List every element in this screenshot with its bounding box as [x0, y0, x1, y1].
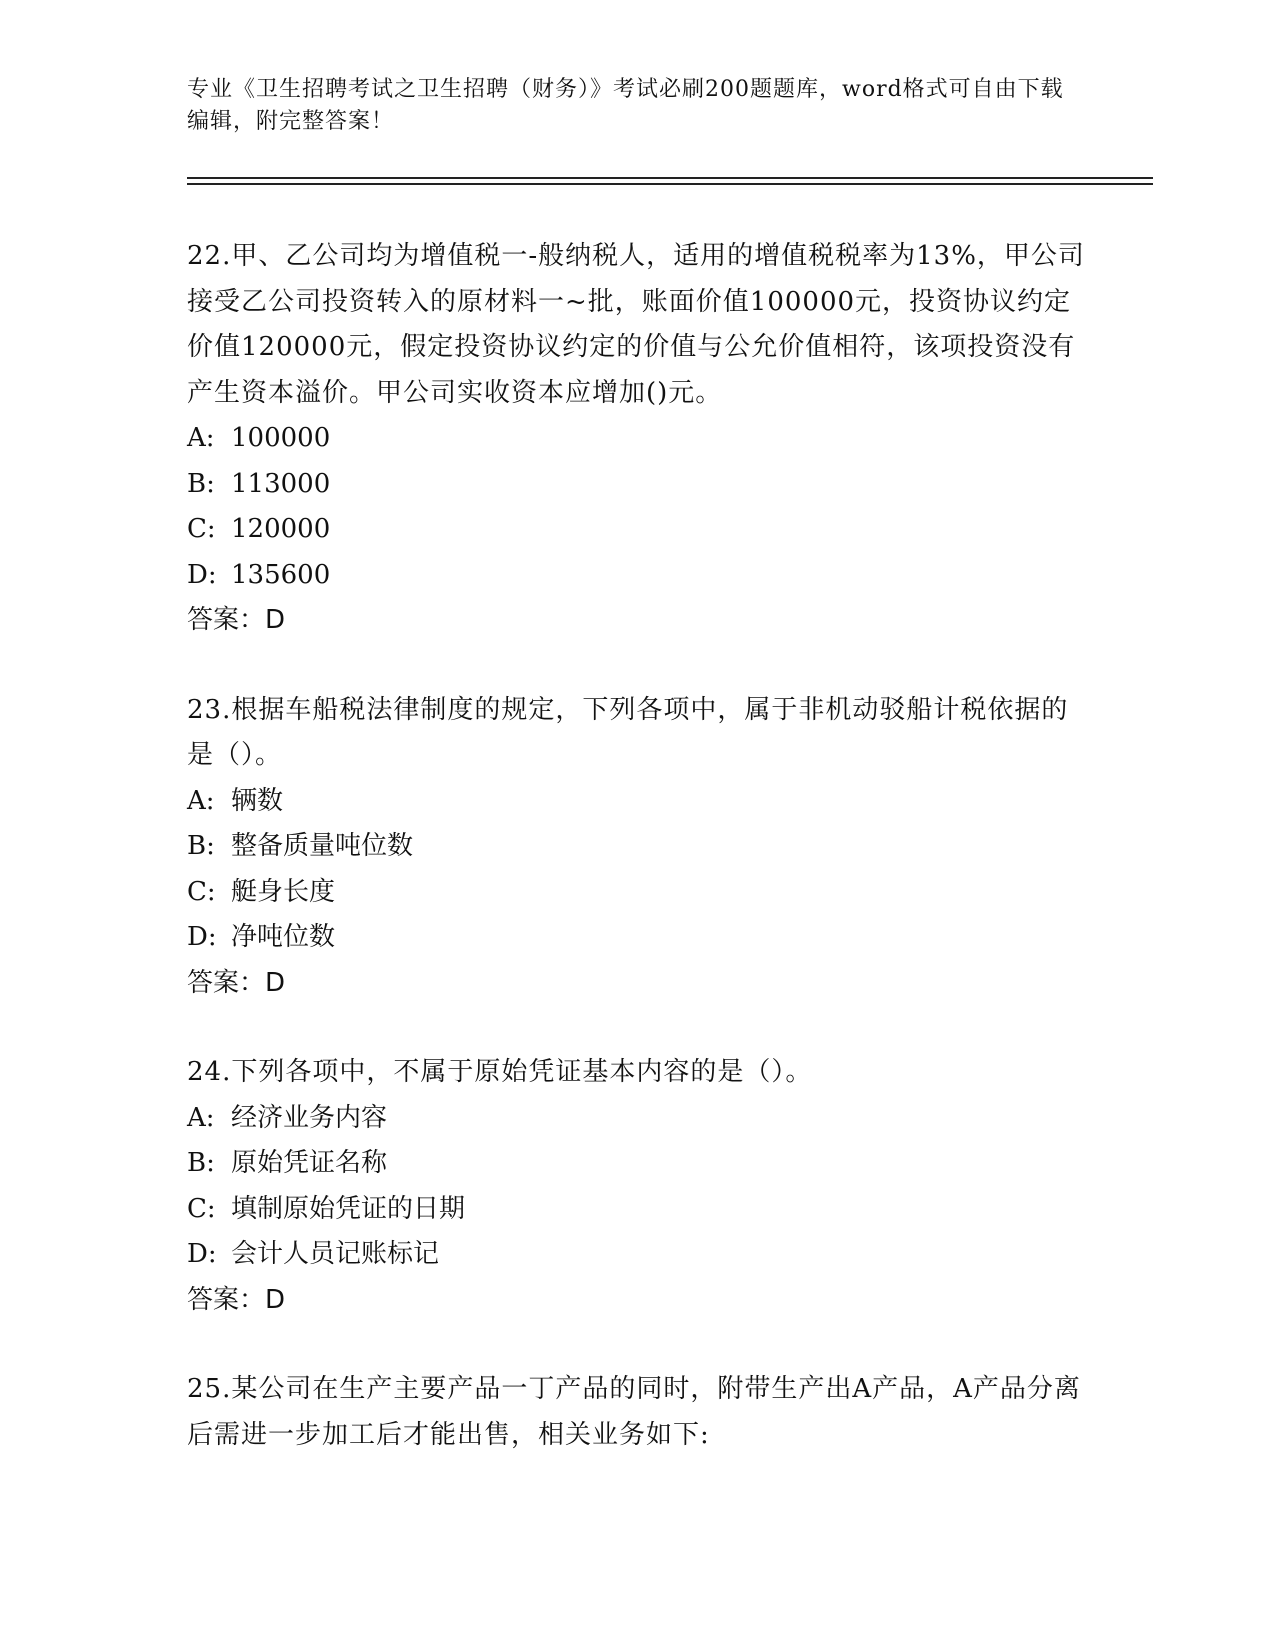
option-key: A:: [187, 785, 215, 816]
option-c: [187, 870, 1087, 916]
option-key: C:: [187, 514, 216, 544]
option-text: 会计人员记账标记: [231, 1239, 440, 1269]
option-key: B:: [187, 831, 215, 861]
answer-value: D: [265, 967, 286, 998]
option-text: 135600: [231, 559, 331, 590]
option-text: 原始凭证名称: [231, 1148, 388, 1178]
header-rule-top: [187, 177, 1153, 179]
option-key: A:: [187, 1102, 215, 1133]
question-stem: 22.甲、乙公司均为增值税一-般纳税人，适用的增值税税率为13%，甲公司接受乙公司投资转入的原材料一~批，账面价值100000元，投资协议约定价值120000元，假定投资协议约定的价值与公允价值相符，该项投资没有产生资本溢价。甲公司实收资本应增加()元。: [187, 241, 1085, 408]
option-text: 整备质量吨位数: [231, 831, 414, 861]
option-b: [187, 824, 1087, 870]
answer-line: [187, 598, 1087, 644]
answer-label: 答案：: [187, 1284, 266, 1315]
option-text: 艇身长度: [231, 876, 336, 907]
answer-value: D: [265, 605, 286, 635]
option-b: [187, 1141, 1087, 1187]
option-a: [187, 1096, 1087, 1142]
option-b: [187, 462, 1087, 508]
answer-label: 答案：: [187, 605, 266, 635]
option-key: D:: [187, 1239, 217, 1269]
option-text: 100000: [231, 423, 331, 453]
option-text: 净吨位数: [231, 922, 336, 952]
question-22: [187, 234, 1087, 644]
question-list: [187, 234, 1087, 1502]
option-text: 113000: [231, 468, 331, 499]
question-stem: 24.下列各项中，不属于原始凭证基本内容的是（）。: [187, 1057, 813, 1087]
option-a: [187, 416, 1087, 462]
option-key: A:: [187, 423, 215, 453]
option-key: C:: [187, 876, 216, 907]
option-d: [187, 1232, 1087, 1278]
option-text: 120000: [231, 514, 331, 544]
question-24: [187, 1050, 1087, 1323]
option-text: 经济业务内容: [231, 1102, 388, 1133]
header-rule-bottom: [187, 183, 1153, 185]
question-stem: 23.根据车船税法律制度的规定，下列各项中，属于非机动驳船计税依据的是（）。: [187, 694, 1069, 770]
option-key: C:: [187, 1193, 216, 1224]
question-25: [187, 1367, 1087, 1458]
option-key: D:: [187, 922, 217, 952]
option-d: [187, 915, 1087, 961]
option-text: 辆数: [231, 785, 284, 816]
option-key: D:: [187, 559, 217, 590]
document-header: 专业《卫生招聘考试之卫生招聘（财务）》考试必刷200题题库，word格式可自由下载编辑，附完整答案！: [187, 77, 1064, 134]
answer-label: 答案：: [187, 967, 266, 998]
option-key: B:: [187, 1148, 215, 1178]
question-23: [187, 688, 1087, 1007]
option-a: [187, 779, 1087, 825]
answer-value: D: [265, 1284, 286, 1315]
answer-line: [187, 1278, 1087, 1324]
answer-line: [187, 961, 1087, 1007]
option-d: [187, 553, 1087, 599]
option-key: B:: [187, 468, 215, 499]
question-stem: 25.某公司在生产主要产品一丁产品的同时，附带生产出A产品，A产品分离后需进一步加工后才能出售，相关业务如下:: [187, 1374, 1081, 1450]
option-text: 填制原始凭证的日期: [231, 1193, 466, 1224]
option-c: [187, 507, 1087, 553]
option-c: [187, 1187, 1087, 1233]
